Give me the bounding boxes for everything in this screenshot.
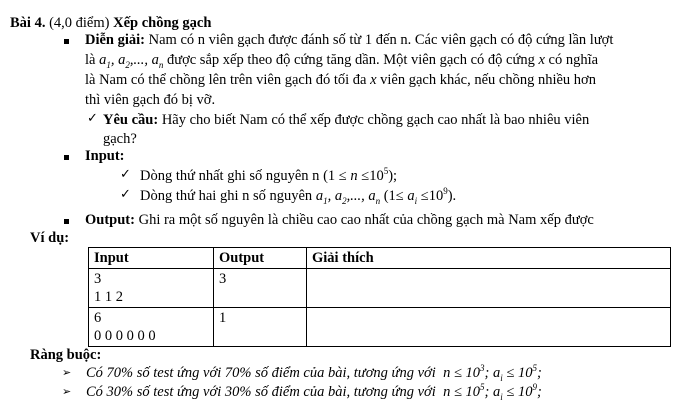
header-output: Output [214, 248, 307, 269]
checkmark-icon: ✓ [120, 187, 131, 202]
arrow-bullet-icon: ➢ [62, 366, 72, 379]
cell-output: 3 [214, 269, 307, 308]
constraints-label: Ràng buộc: [30, 347, 102, 363]
constraint-2: Có 30% số test ứng với 30% số điểm của bài, tương ứng với $n \le 10^5$; $a_i \le 10^9$; [86, 382, 542, 402]
bullet-icon [64, 219, 69, 224]
problem-title: Xếp chồng gạch [113, 15, 212, 31]
input-line-1: Dòng thứ nhất ghi số nguyên n $(1 \le n \le 10^5)$; [140, 166, 398, 184]
input-line-2: Dòng thứ hai ghi n số nguyên $a_1$, $a_2$,..., $a_n$ $(1\le a_i \le 10^9)$. [140, 186, 457, 206]
cell-input: 3 1 1 2 [89, 269, 214, 308]
problem-heading [10, 14, 211, 32]
checkmark-icon: ✓ [87, 111, 98, 126]
cell-explain [307, 308, 671, 347]
description-line-1: Diễn giải: Nam có n viên gạch được đánh số từ 1 đến n. Các viên gạch có độ cứng lần lượt [85, 32, 614, 48]
output-line: Output: Ghi ra một số nguyên là chiều cao cao nhất của chồng gạch mà Nam xếp được [85, 212, 594, 228]
requirement-line-1: Yêu cầu: Hãy cho biết Nam có thể xếp được chồng gạch cao nhất là bao nhiêu viên [103, 112, 590, 128]
problem-points: (4,0 điểm) [49, 15, 110, 31]
cell-explain [307, 269, 671, 308]
header-explain: Giải thích [307, 248, 671, 269]
description-line-3: là Nam có thể chồng lên trên viên gạch đó tối đa x viên gạch khác, nếu chồng nhiều hơn [85, 72, 596, 88]
cell-output: 1 [214, 308, 307, 347]
input-heading: Input: [85, 148, 125, 164]
cell-input: 6 0 0 0 0 0 0 [89, 308, 214, 347]
header-input: Input [89, 248, 214, 269]
table-row [89, 269, 671, 308]
table-header-row [89, 248, 671, 269]
table-row [89, 308, 671, 347]
description-line-4: thì viên gạch đó bị vỡ. [85, 92, 216, 108]
bullet-icon [64, 155, 69, 160]
example-table [88, 247, 671, 347]
checkmark-icon: ✓ [120, 167, 131, 182]
requirement-line-2: gạch? [103, 131, 137, 147]
description-line-2: là $a_1$, $a_2$,..., $a_n$ được sắp xếp theo độ cứng tăng dần. Một viên gạch có độ cứng x có nghĩa [85, 52, 599, 70]
example-label: Ví dụ: [30, 230, 70, 246]
bullet-icon [64, 39, 69, 44]
problem-label: Bài 4. [10, 15, 46, 31]
arrow-bullet-icon: ➢ [62, 385, 72, 398]
constraint-1: Có 70% số test ứng với 70% số điểm của bài, tương ứng với $n \le 10^3$; $a_i \le 10^5$; [86, 363, 542, 383]
